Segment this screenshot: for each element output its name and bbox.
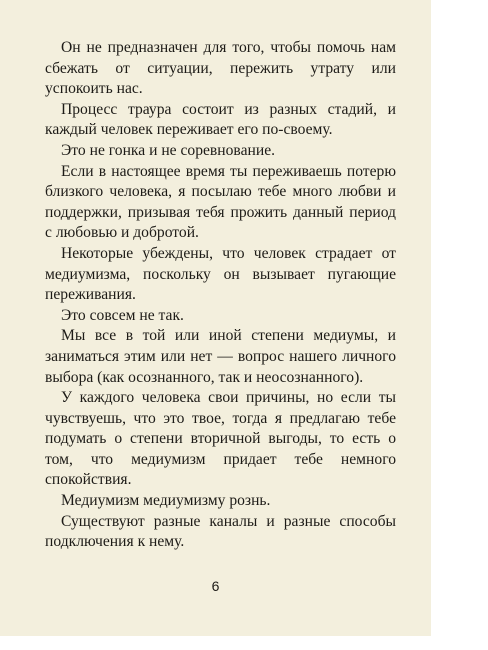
paragraph: Медиумизм медиумизму рознь. [61, 492, 271, 510]
paragraph: Процесс траура состоит из разных стадий, и каждый человек переживает его по-своему. [45, 100, 396, 139]
paragraph: Он не предназначен для того, чтобы помочь нам сбежать от ситуации, пережить утрату или успокоить нас. [45, 39, 396, 98]
paragraph: Это совсем не так. [61, 306, 184, 324]
paragraph: Некоторые убеждены, что человек страдает от медиумизма, поскольку он вызывает пугающие переживания. [45, 244, 396, 304]
paragraph: У каждого человека свои причины, но если ты чувствуешь, что это твое, тогда я предлагаю тебе подумать о степени вторичной выгоды, то есть о том, что медиумизм придает тебе немного спокойствия. [45, 389, 396, 489]
paragraph: Если в настоящее время ты переживаешь потерю близкого человека, я посылаю тебе много любви и поддержки, призывая тебя прожить данный период с любовью и добротой. [45, 162, 396, 242]
body-text [45, 38, 396, 553]
paragraph: Мы все в той или иной степени медиумы, и заниматься этим или нет — вопрос нашего личного выбора (как осознанного, так и неосознанного). [45, 327, 396, 386]
page-number: 6 [211, 578, 220, 594]
paragraph: Существуют разные каналы и разные способы подключения к нему. [45, 512, 396, 551]
paragraph: Это не гонка и не соревнование. [61, 141, 276, 159]
